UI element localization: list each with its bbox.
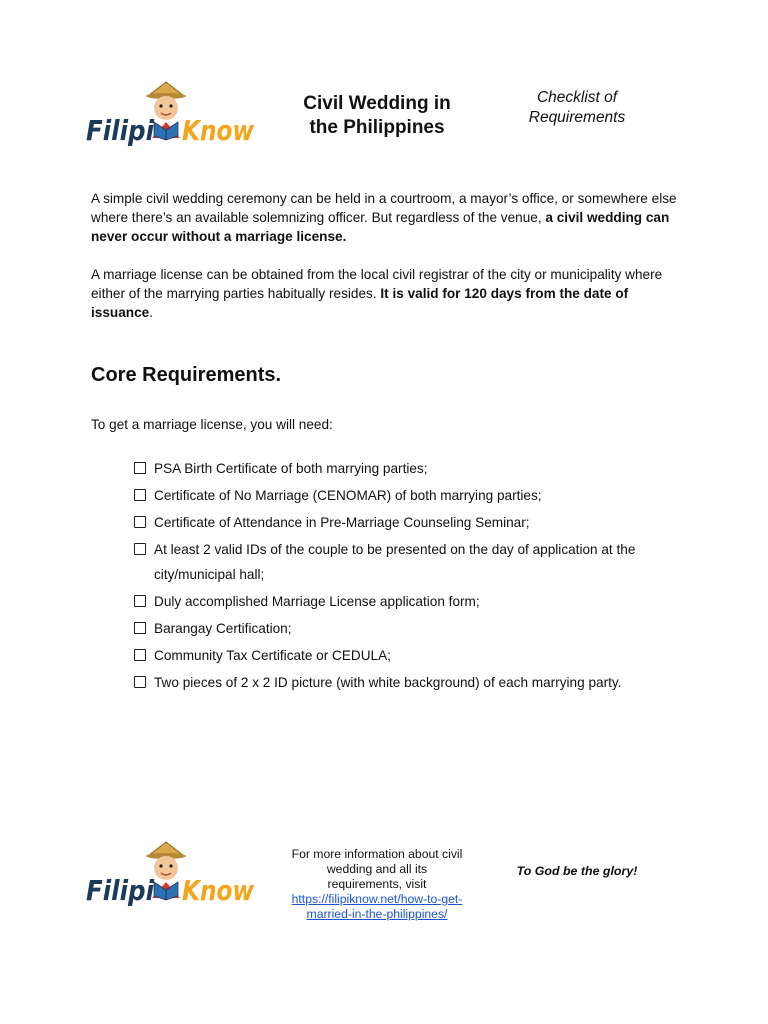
filipiknow-logo-footer <box>84 838 262 924</box>
checklist-item <box>134 483 674 508</box>
checkbox-icon[interactable] <box>134 489 146 501</box>
svg-text:Filipi: Filipi <box>86 874 155 907</box>
checkbox-icon[interactable] <box>134 595 146 607</box>
intro-p1-bold: a civil wedding can never occur without a marriage license. <box>91 210 670 244</box>
footer-info-line: wedding and all its <box>326 862 428 876</box>
footer-link-line: https://filipiknow.net/how-to-get- <box>291 892 463 906</box>
checkbox-icon[interactable] <box>134 516 146 528</box>
svg-text:Know: Know <box>182 874 255 907</box>
intro-paragraph-2 <box>91 265 681 322</box>
checkbox-icon[interactable] <box>134 462 146 474</box>
footer-info <box>282 847 472 922</box>
footer-link-line: married-in-the-philippines/ <box>306 907 448 921</box>
subtitle-line-1: Checklist of <box>536 89 618 106</box>
checklist-item <box>134 510 674 535</box>
svg-text:Know: Know <box>182 114 255 147</box>
checklist-item-label: Two pieces of 2 x 2 ID picture (with white background) of each marrying party. <box>154 675 622 690</box>
intro-p2-end: . <box>149 305 153 320</box>
document-subtitle <box>512 88 642 128</box>
footer-link[interactable] <box>282 892 472 922</box>
svg-text:Filipi: Filipi <box>86 114 155 147</box>
footer-info-line: For more information about civil <box>291 847 463 861</box>
checklist-item-label: PSA Birth Certificate of both marrying parties; <box>154 461 428 476</box>
core-requirements-intro: To get a marriage license, you will need: <box>91 417 333 432</box>
checkbox-icon[interactable] <box>134 622 146 634</box>
intro-p1-text: A simple civil wedding ceremony can be held in a courtroom, a mayor’s office, or somewhere else where there’s an available solemnizing officer. But regardless of the venue, <box>91 191 677 225</box>
footer-info-line: requirements, visit <box>327 877 427 891</box>
checklist-item-label: Duly accomplished Marriage License application form; <box>154 594 480 609</box>
checkbox-icon[interactable] <box>134 676 146 688</box>
checklist-item <box>134 643 674 668</box>
checklist-item-label: Barangay Certification; <box>154 621 292 636</box>
checklist-item <box>134 589 674 614</box>
checkbox-icon[interactable] <box>134 543 146 555</box>
subtitle-line-2: Requirements <box>528 109 626 126</box>
title-line-2: the Philippines <box>309 117 445 138</box>
footer-glory: To God be the glory! <box>516 864 638 878</box>
checklist-item-label: At least 2 valid IDs of the couple to be presented on the day of application at the city/municipal hall; <box>154 542 636 582</box>
checklist-item <box>134 616 674 641</box>
checklist-item-label: Community Tax Certificate or CEDULA; <box>154 648 391 663</box>
checklist-item <box>134 456 674 481</box>
filipiknow-logo <box>84 78 262 164</box>
title-line-1: Civil Wedding in <box>303 93 451 114</box>
checkbox-icon[interactable] <box>134 649 146 661</box>
core-requirements-heading: Core Requirements. <box>91 364 282 386</box>
requirements-checklist <box>134 456 674 697</box>
checklist-item-label: Certificate of No Marriage (CENOMAR) of both marrying parties; <box>154 488 542 503</box>
intro-p2-bold: It is valid for 120 days from the date of issuance <box>91 286 629 320</box>
intro-paragraph-1 <box>91 189 681 246</box>
checklist-item-label: Certificate of Attendance in Pre-Marriage Counseling Seminar; <box>154 515 530 530</box>
checklist-item <box>134 670 674 695</box>
checklist-item <box>134 537 674 587</box>
intro-p2-text: A marriage license can be obtained from the local civil registrar of the city or municipality where either of the marrying parties habitually resides. <box>91 267 663 301</box>
document-title <box>282 92 472 140</box>
